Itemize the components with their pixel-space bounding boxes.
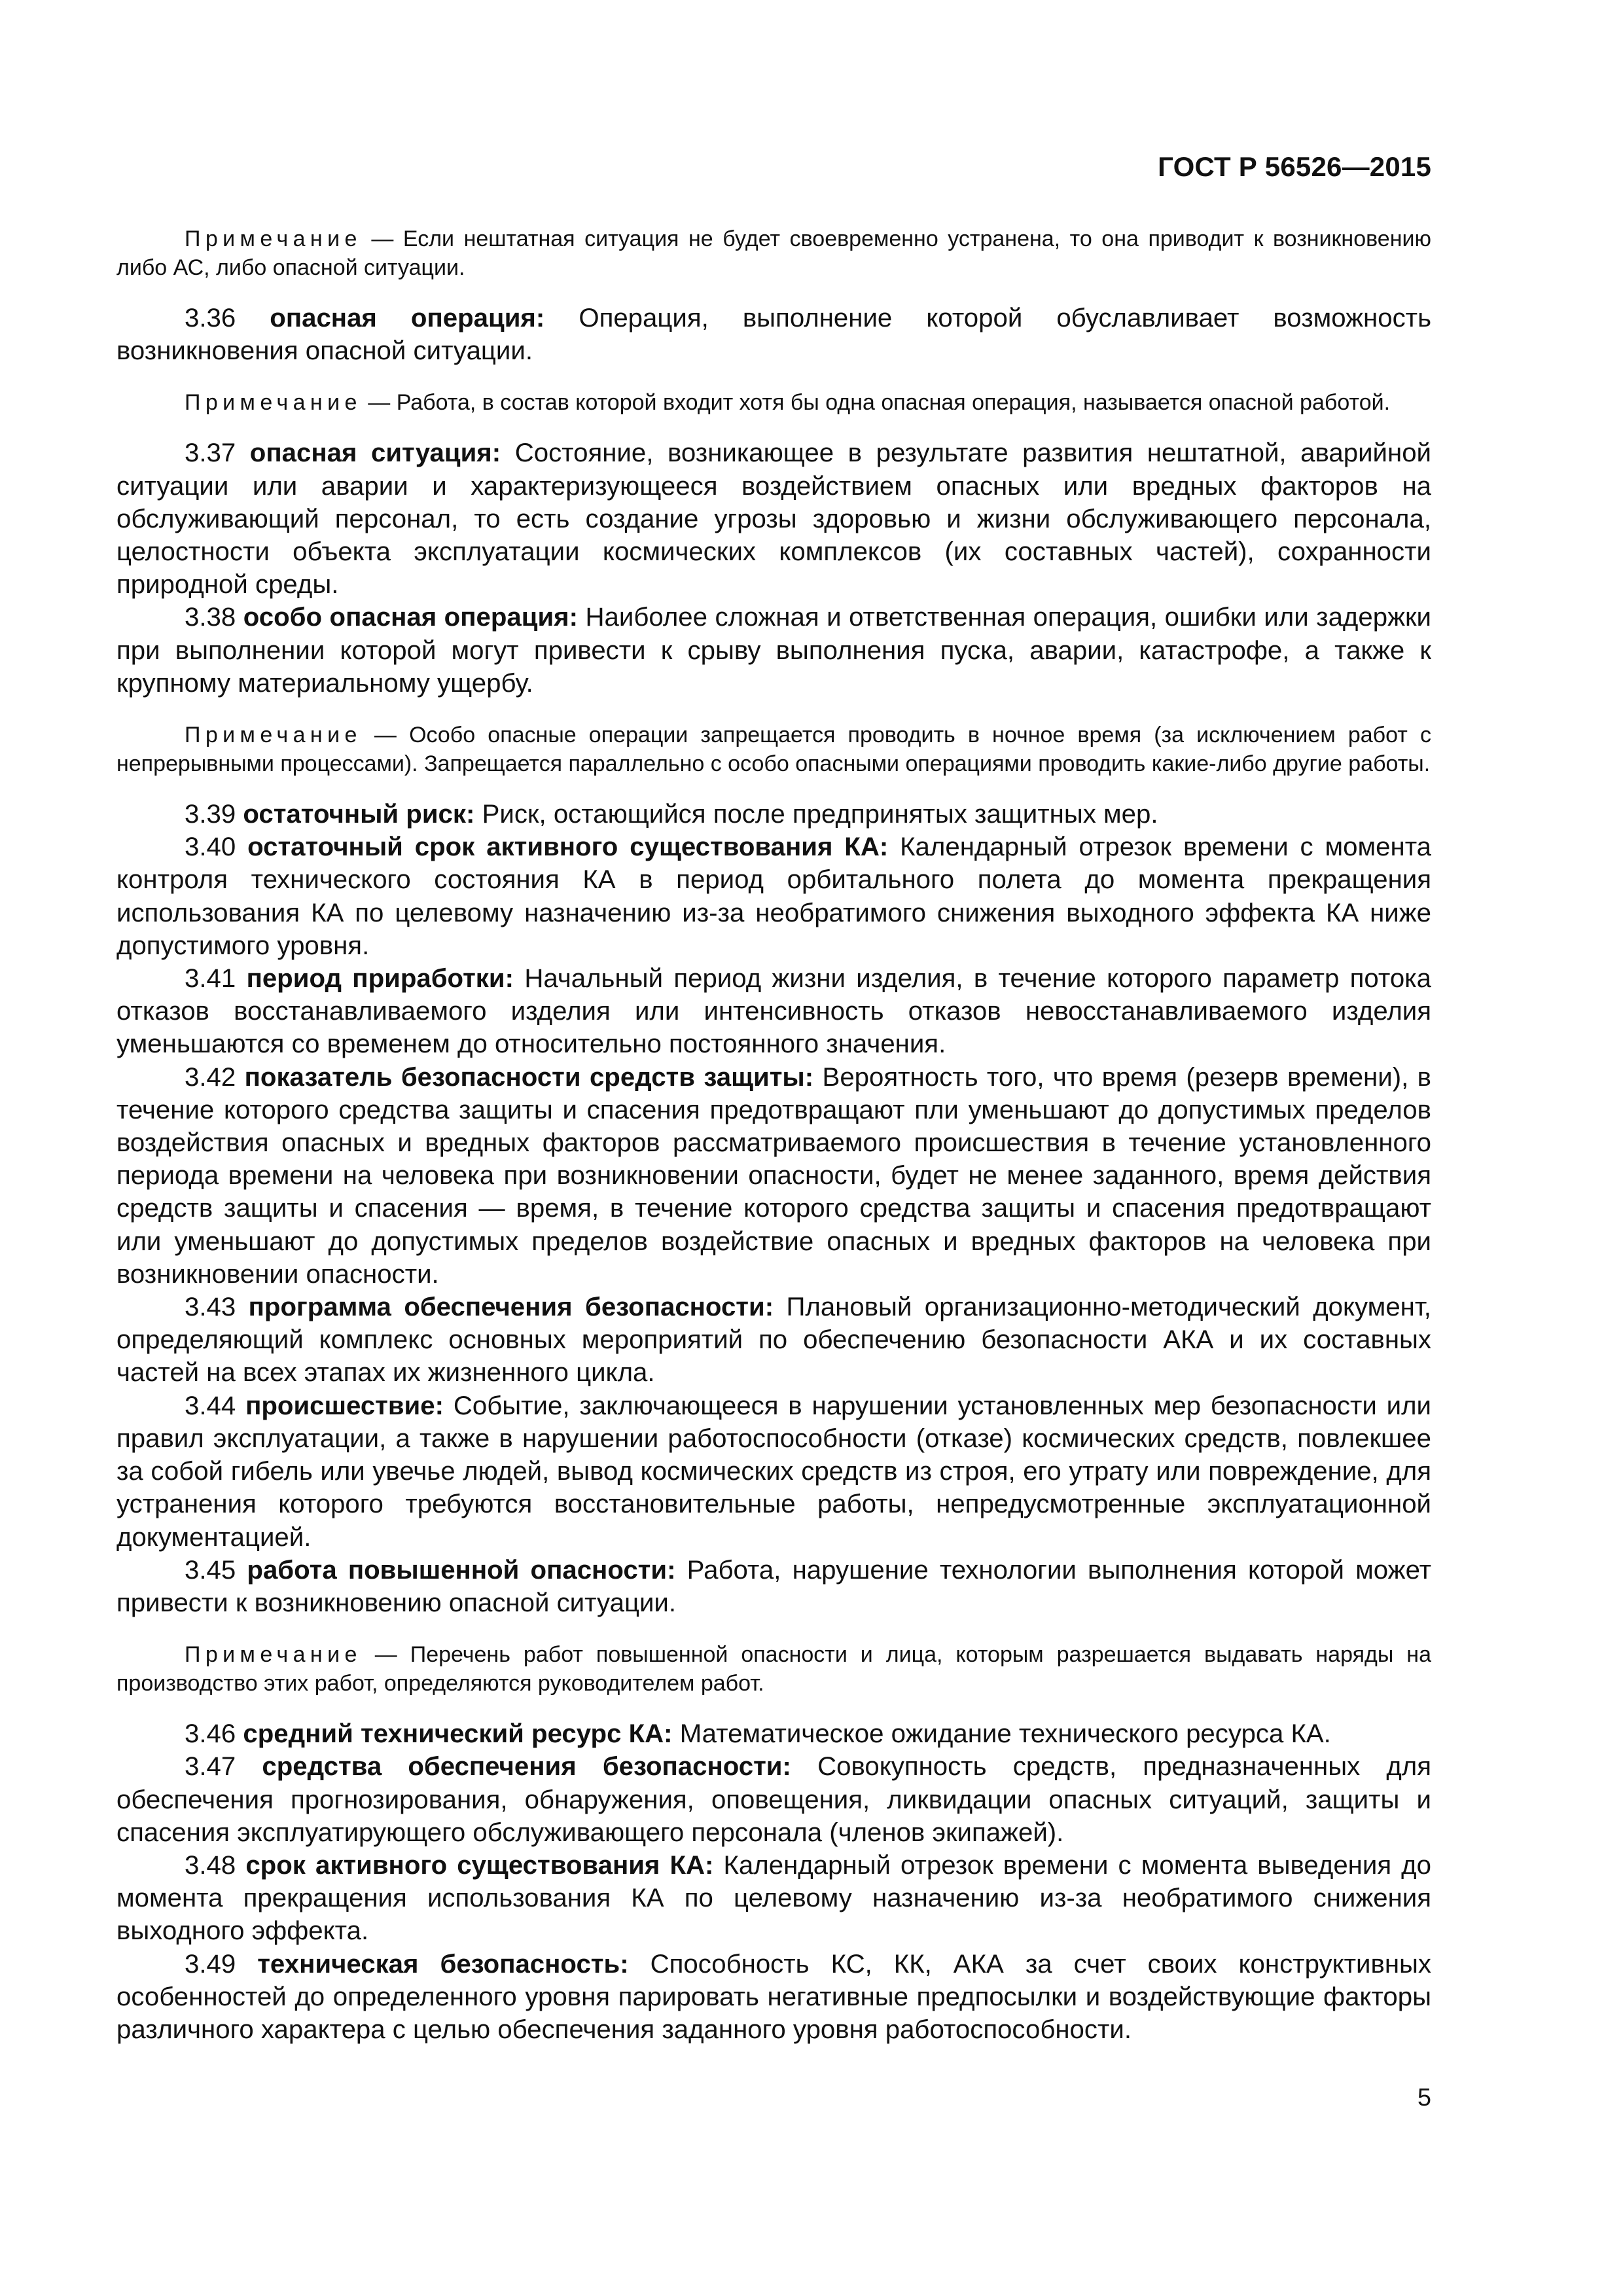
clause-number: 3.49 — [185, 1948, 236, 1979]
term-text: Математическое ожидание технического ресурса КА. — [679, 1719, 1331, 1749]
clause-number: 3.41 — [185, 963, 236, 994]
note-paragraph — [116, 388, 1431, 417]
term-text: Календарный отрезок времени с момента контроля технического состояния КА в период орбитального полета до момента прекращения использования КА по целевому назначению из-за необратимого снижения выходного эффекта КА ниже допустимого уровня. — [116, 832, 1431, 960]
document-body — [116, 224, 1431, 2046]
note-paragraph — [116, 721, 1431, 778]
note-label: Примечание — [185, 390, 362, 416]
note-paragraph — [116, 1640, 1431, 1698]
note-label: Примечание — [185, 723, 362, 748]
term-name: период приработки: — [246, 963, 514, 994]
term-name: срок активного существования КА: — [245, 1850, 714, 1880]
note-dash: — — [361, 226, 403, 251]
term-definition — [116, 1849, 1431, 1948]
clause-number: 3.46 — [185, 1719, 236, 1749]
term-text: Календарный отрезок времени с момента выведения до момента прекращения использования КА по целевому назначению из-за необратимого снижения выходного эффекта. — [116, 1850, 1431, 1946]
term-text: Событие, заключающееся в нарушении установленных мер безопасности или правил эксплуатации, а также в нарушении работоспособности (отказе) космических средств, повлекшее за собой гибель или увечье людей, вывод космических средств из строя, его утрату или повреждение, для устранения которого требуются восстановительные работы, непредусмотренные эксплуатационной документацией. — [116, 1390, 1432, 1552]
term-definition — [116, 798, 1431, 831]
term-text: Начальный период жизни изделия, в течение которого параметр потока отказов восстанавливаемого изделия или интенсивность отказов невосстанавливаемого изделия уменьшаются со временем до относительно постоянного значения. — [116, 963, 1431, 1059]
term-definition — [116, 601, 1431, 700]
clause-number: 3.44 — [185, 1390, 236, 1420]
term-name: опасная ситуация: — [249, 438, 501, 468]
clause-number: 3.36 — [185, 303, 236, 332]
clause-number: 3.38 — [185, 602, 236, 632]
term-definition — [116, 962, 1431, 1061]
clause-number: 3.45 — [185, 1554, 236, 1585]
clause-number: 3.37 — [185, 438, 236, 468]
term-text: Наиболее сложная и ответственная операция, ошибки или задержки при выполнении которой могут привести к срыву выполнения пуска, аварии, катастрофе, а также к крупному материальному ущербу. — [116, 602, 1431, 698]
term-name: остаточный риск: — [243, 799, 475, 829]
term-definition — [116, 1291, 1431, 1390]
term-definition — [116, 1948, 1431, 2047]
term-name: показатель безопасности средств защиты: — [244, 1062, 814, 1092]
term-text: Вероятность того, что время (резерв времени), в течение которого средства защиты и спасения предотвращают пли уменьшают до допустимых пределов воздействия опасных и вредных факторов рассматриваемого происшествия в течение установленного периода времени на человека при возникновении опасности, будет не менее заданного, время действия средств защиты и спасения — время, в течение которого средства защиты и спасения предотвращают или уменьшают до допустимых пределов воздействие опасных и вредных факторов на человека при возникновении опасности. — [116, 1062, 1431, 1289]
note-dash: — — [361, 390, 397, 416]
term-text: Плановый организационно-методический документ, определяющий комплекс основных мероприятий по обеспечению безопасности АКА и их составных частей на всех этапах их жизненного цикла. — [116, 1292, 1431, 1388]
note-label: Примечание — [185, 226, 362, 251]
term-text: Состояние, возникающее в результате развития нештатной, аварийной ситуации или аварии и характеризующееся воздействием опасных или вредных факторов на обслуживающий персонал, то есть создание угрозы здоровью и жизни обслуживающего персонала, целостности объекта эксплуатации космических комплексов (их составных частей), сохранности природной среды. — [116, 438, 1431, 600]
term-name: опасная операция: — [270, 303, 545, 332]
document-header: ГОСТ Р 56526—2015 — [1158, 151, 1431, 182]
term-name: программа обеспечения безопасности: — [248, 1292, 774, 1322]
note-dash: — — [361, 1642, 410, 1668]
term-definition — [116, 1554, 1431, 1619]
term-text: Работа, нарушение технологии выполнения которой может привести к возникновению опасной ситуации. — [116, 1554, 1431, 1617]
term-name: происшествие: — [245, 1390, 444, 1420]
term-definition — [116, 831, 1431, 962]
clause-number: 3.42 — [185, 1062, 236, 1092]
term-name: работа повышенной опасности: — [247, 1554, 676, 1585]
clause-number: 3.39 — [185, 799, 236, 829]
term-name: особо опасная операция: — [243, 602, 578, 632]
clause-number: 3.43 — [185, 1292, 236, 1322]
note-text: Особо опасные операции запрещается проводить в ночное время (за исключением работ с непрерывными процессами). Запрещается параллельно с особо опасными операциями проводить какие-либо другие работы. — [116, 723, 1431, 777]
note-dash: — — [361, 723, 410, 748]
term-definition — [116, 1717, 1431, 1750]
term-name: средства обеспечения безопасности: — [262, 1751, 791, 1782]
clause-number: 3.40 — [185, 832, 236, 862]
note-text: Перечень работ повышенной опасности и лица, которым разрешается выдавать наряды на производство этих работ, определяются руководителем работ. — [116, 1642, 1431, 1696]
term-text: Риск, остающийся после предпринятых защитных мер. — [482, 799, 1158, 829]
term-text: Способность КС, КК, АКА за счет своих конструктивных особенностей до определенного уровня парировать негативные предпосылки и воздействующие факторы различного характера с целью обеспечения заданного уровня работоспособности. — [116, 1948, 1431, 2044]
term-name: средний технический ресурс КА: — [243, 1719, 673, 1749]
clause-number: 3.48 — [185, 1850, 236, 1880]
term-definition — [116, 437, 1431, 601]
term-name: техническая безопасность: — [257, 1948, 629, 1979]
term-name: остаточный срок активного существования КА: — [247, 832, 889, 862]
note-paragraph — [116, 224, 1431, 282]
term-text: Операция, выполнение которой обуславливает возможность возникновения опасной ситуации. — [116, 303, 1432, 366]
term-definition — [116, 1750, 1431, 1849]
term-text: Совокупность средств, предназначенных для обеспечения прогнозирования, обнаружения, оповещения, ликвидации опасных ситуаций, защиты и спасения эксплуатирующего обслуживающего персонала (членов экипажей). — [116, 1751, 1432, 1847]
page-number: 5 — [1417, 2084, 1431, 2111]
term-definition — [116, 302, 1431, 367]
clause-number: 3.47 — [185, 1751, 236, 1782]
note-text: Работа, в состав которой входит хотя бы одна опасная операция, называется опасной работой. — [396, 390, 1391, 416]
note-label: Примечание — [185, 1642, 362, 1668]
note-text: Если нештатная ситуация не будет своевременно устранена, то она приводит к возникновению либо АС, либо опасной ситуации. — [116, 226, 1431, 280]
term-definition — [116, 1390, 1431, 1554]
term-definition — [116, 1061, 1431, 1291]
